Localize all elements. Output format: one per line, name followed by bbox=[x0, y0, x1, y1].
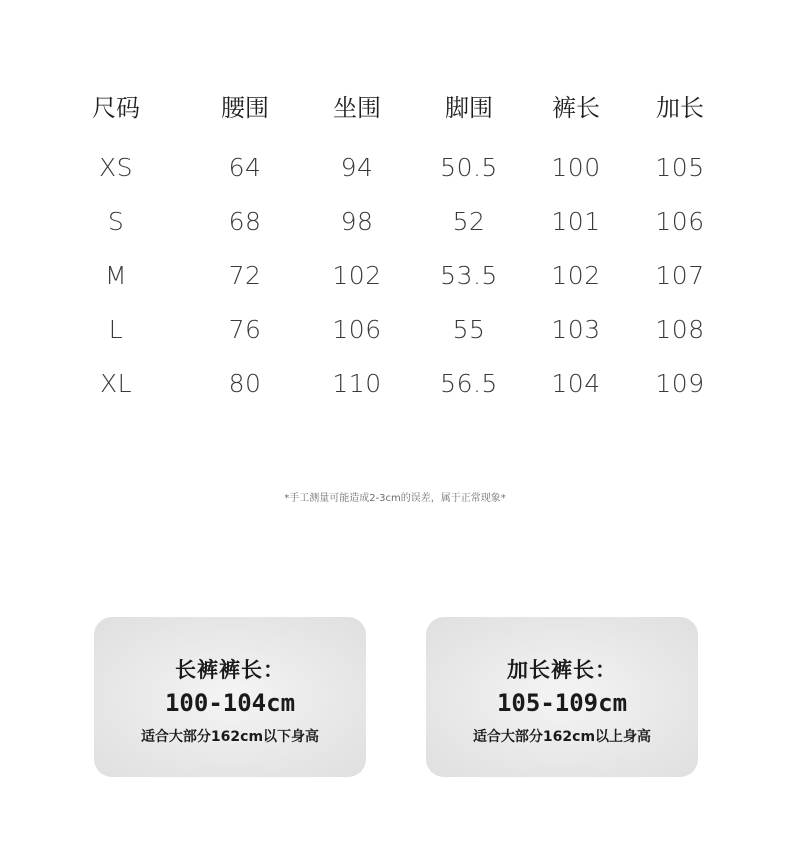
table-cell-hip: 106 bbox=[332, 315, 382, 344]
header-size: 尺码 bbox=[92, 94, 140, 122]
table-cell-extended-length: 109 bbox=[655, 369, 705, 398]
card-description: 适合大部分162cm以上身高 bbox=[472, 729, 652, 745]
table-cell-length: 104 bbox=[551, 369, 601, 398]
table-cell-extended-length: 106 bbox=[655, 207, 705, 236]
table-cell-hip: 98 bbox=[340, 207, 374, 236]
table-cell-leg-opening: 55 bbox=[452, 315, 486, 344]
table-cell-size: M bbox=[104, 261, 128, 290]
header-waist: 腰围 bbox=[221, 94, 269, 122]
table-cell-size: XS bbox=[99, 153, 133, 182]
table-cell-hip: 102 bbox=[332, 261, 382, 290]
measurement-note: *手工测量可能造成2-3cm的误差，属于正常现象* bbox=[284, 493, 506, 504]
card-range: 105-109cm bbox=[496, 689, 628, 717]
table-cell-leg-opening: 52 bbox=[452, 207, 486, 236]
table-cell-extended-length: 107 bbox=[655, 261, 705, 290]
table-cell-length: 100 bbox=[551, 153, 601, 182]
regular-length-card bbox=[94, 617, 366, 777]
card-range: 100-104cm bbox=[164, 689, 296, 717]
table-cell-extended-length: 105 bbox=[655, 153, 705, 182]
table-cell-leg-opening: 50.5 bbox=[440, 153, 498, 182]
table-cell-leg-opening: 53.5 bbox=[440, 261, 498, 290]
table-cell-hip: 94 bbox=[340, 153, 374, 182]
extended-length-card bbox=[426, 617, 698, 777]
table-cell-size: L bbox=[108, 315, 124, 344]
table-cell-waist: 80 bbox=[228, 369, 262, 398]
card-title: 加长裤长： bbox=[507, 658, 617, 682]
card-title: 长裤裤长： bbox=[175, 658, 285, 682]
table-cell-hip: 110 bbox=[332, 369, 382, 398]
table-cell-size: S bbox=[107, 207, 125, 236]
table-cell-size: XL bbox=[99, 369, 133, 398]
table-cell-length: 101 bbox=[551, 207, 601, 236]
table-cell-waist: 64 bbox=[228, 153, 262, 182]
header-hip: 坐围 bbox=[333, 94, 381, 122]
table-cell-waist: 68 bbox=[228, 207, 262, 236]
header-extended-length: 加长 bbox=[656, 94, 704, 122]
table-cell-waist: 76 bbox=[228, 315, 262, 344]
table-cell-extended-length: 108 bbox=[655, 315, 705, 344]
header-length: 裤长 bbox=[552, 94, 600, 122]
header-leg-opening: 脚围 bbox=[445, 94, 493, 122]
table-cell-length: 103 bbox=[551, 315, 601, 344]
table-cell-waist: 72 bbox=[228, 261, 262, 290]
table-cell-length: 102 bbox=[551, 261, 601, 290]
table-cell-leg-opening: 56.5 bbox=[440, 369, 498, 398]
card-description: 适合大部分162cm以下身高 bbox=[140, 729, 320, 745]
